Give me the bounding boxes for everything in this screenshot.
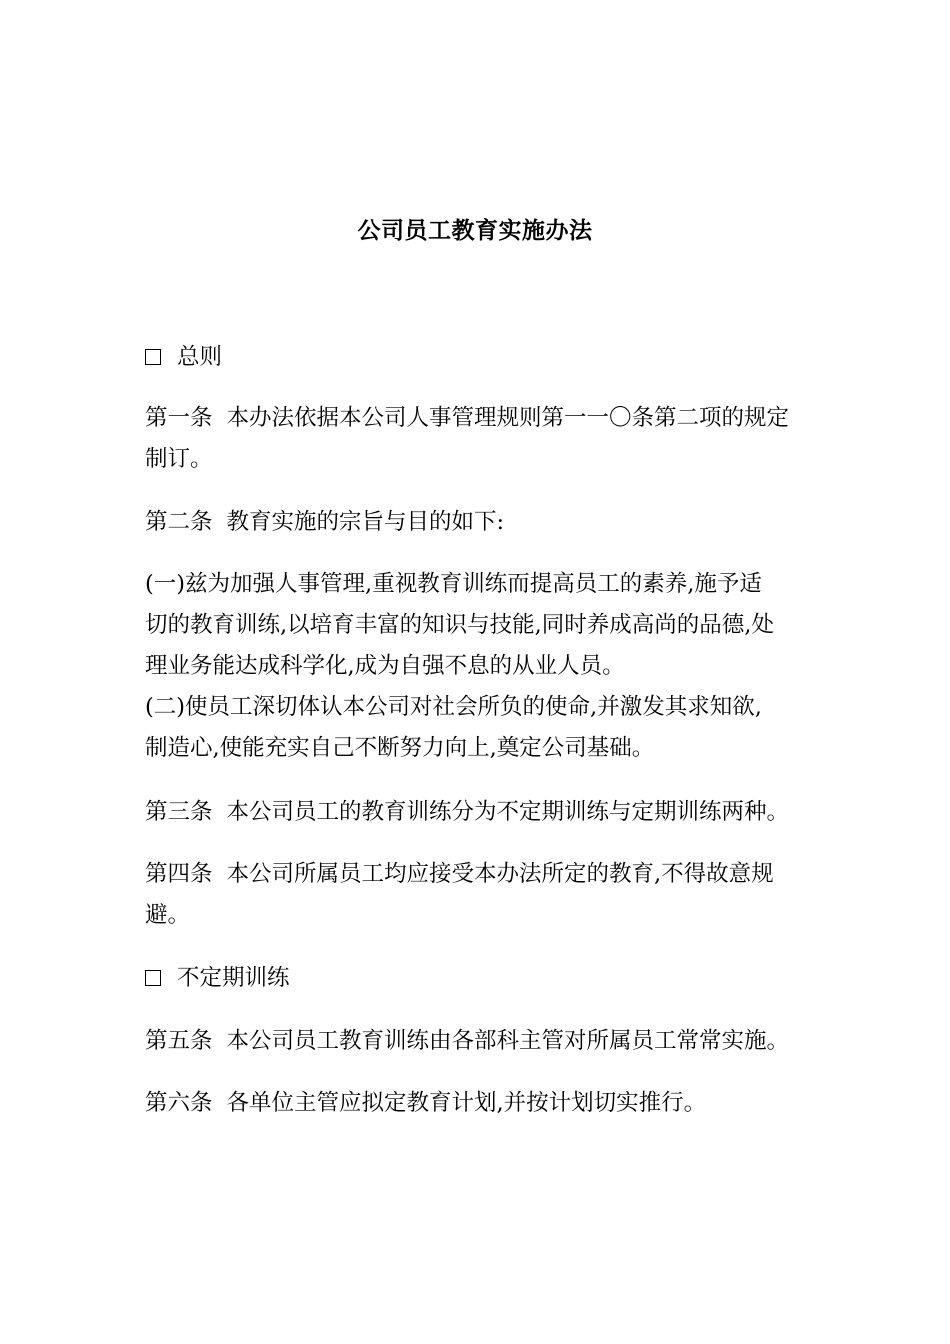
paragraph-line: (一)兹为加强人事管理,重视教育训练而提高员工的素养,施予适 [145,571,762,597]
article-number: 第三条 [145,799,213,825]
section-label: 总则 [177,344,223,370]
document-title: 公司员工教育实施办法 [357,217,593,244]
article-4 [145,854,810,936]
article-2-items [145,564,810,769]
section-heading-general [145,337,222,378]
article-text: 避。 [145,902,191,928]
section-heading-irregular-training [145,958,290,999]
article-number: 第二条 [145,509,213,535]
paragraph-line: 制造心,使能充实自己不断努力向上,奠定公司基础。 [145,735,655,761]
article-text: 本公司所属员工均应接受本办法所定的教育,不得故意规 [226,861,774,887]
article-number: 第五条 [145,1028,213,1054]
article-text: 本公司员工的教育训练分为不定期训练与定期训练两种。 [226,799,790,825]
section-label: 不定期训练 [177,965,290,991]
article-2 [145,502,810,543]
article-number: 第四条 [145,861,213,887]
article-text: 教育实施的宗旨与目的如下: [226,509,505,535]
article-number: 第六条 [145,1090,213,1116]
article-number: 第一条 [145,405,213,431]
checkbox-square-icon [145,349,161,365]
paragraph-line: 切的教育训练,以培育丰富的知识与技能,同时养成高尚的品德,处 [145,612,774,638]
checkbox-square-icon [145,970,161,986]
article-text: 各单位主管应拟定教育计划,并按计划切实推行。 [226,1090,707,1116]
paragraph-line: 理业务能达成科学化,成为自强不息的从业人员。 [145,653,625,679]
article-text: 本办法依据本公司人事管理规则第一一〇条第二项的规定 [226,405,790,431]
paragraph-line: (二)使员工深切体认本公司对社会所负的使命,并激发其求知欲, [145,694,762,720]
article-3 [145,792,810,833]
article-1 [145,398,810,480]
article-6 [145,1083,810,1124]
article-text: 制订。 [145,446,213,472]
article-5 [145,1021,810,1062]
article-text: 本公司员工教育训练由各部科主管对所属员工常常实施。 [226,1028,790,1054]
